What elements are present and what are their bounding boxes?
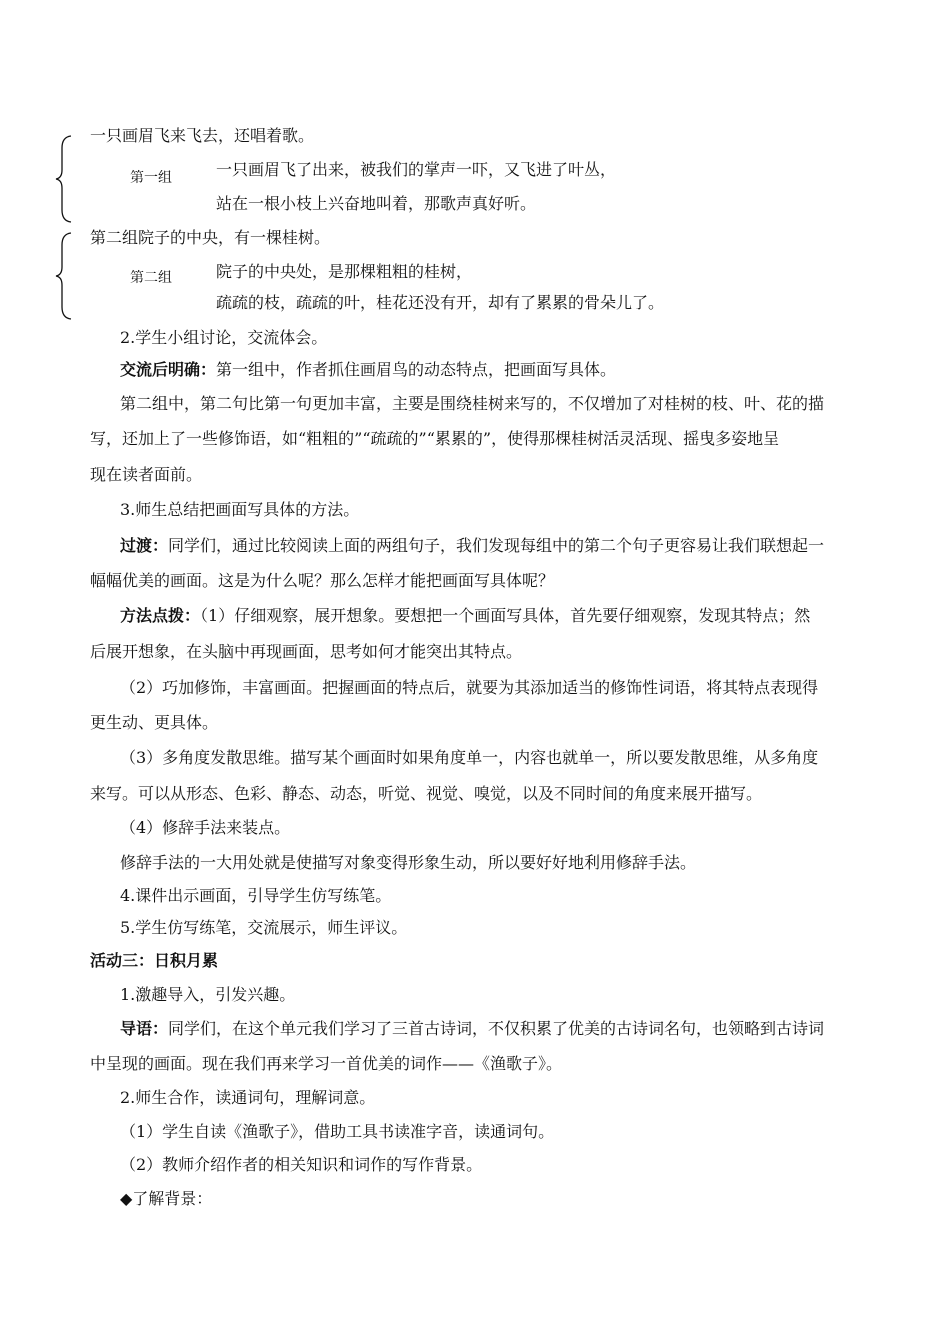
method-2-line-1: （2）巧加修饰，丰富画面。把握画面的特点后，就要为其添加适当的修饰性词语，将其特点表现得 <box>120 678 819 697</box>
clarify-paragraph <box>120 360 616 380</box>
group-2-sentence-b-line-1: 院子的中央处，是那棵粗粗的桂树， <box>216 262 473 281</box>
step-4: 4.课件出示画面，引导学生仿写练笔。 <box>120 886 392 905</box>
method-4: （4）修辞手法来装点。 <box>120 818 291 837</box>
method-2-line-2: 更生动、更具体。 <box>90 713 219 732</box>
group-1-sentence-b-line-2: 站在一根小枝上兴奋地叫着，那歌声真好听。 <box>216 194 537 213</box>
method-paragraph-line-1 <box>120 606 810 626</box>
left-brace-group-1 <box>54 134 74 224</box>
group-2-label: 第二组 <box>130 270 172 286</box>
method-3-line-1: （3）多角度发散思维。描写某个画面时如果角度单一，内容也就单一，所以要发散思维，从多角度 <box>120 748 819 767</box>
group-1-sentence-b-line-1: 一只画眉飞了出来，被我们的掌声一吓，又飞进了叶丛， <box>216 160 617 179</box>
group-1-label: 第一组 <box>130 170 172 186</box>
step-5: 5.学生仿写练笔，交流展示，师生评议。 <box>120 918 408 937</box>
second-group-analysis-line-1: 第二组中，第二句比第一句更加丰富，主要是围绕桂树来写的，不仅增加了对桂树的枝、叶、花的描 <box>120 394 825 413</box>
group-2-sentence-a: 第二组院子的中央，有一棵桂树。 <box>90 228 331 247</box>
second-group-analysis-line-3: 现在读者面前。 <box>90 465 203 484</box>
activity-3-step-1: 1.激趣导入，引发兴趣。 <box>120 985 296 1004</box>
clarify-label: 交流后明确： <box>120 360 217 379</box>
background-bullet: ◆了解背景： <box>120 1189 213 1208</box>
intro-paragraph-line-2: 中呈现的画面。现在我们再来学习一首优美的词作——《渔歌子》。 <box>90 1054 563 1073</box>
left-brace-group-2 <box>54 231 74 321</box>
step-2-discuss: 2.学生小组讨论，交流体会。 <box>120 328 328 347</box>
method-4-text: 修辞手法的一大用处就是使描写对象变得形象生动，所以要好好地利用修辞手法。 <box>120 853 697 872</box>
step-3-summary: 3.师生总结把画面写具体的方法。 <box>120 500 360 519</box>
clarify-text: 第一组中，作者抓住画眉鸟的动态特点，把画面写具体。 <box>216 360 617 379</box>
method-paragraph-line-2: 后展开想象，在头脑中再现画面，思考如何才能突出其特点。 <box>90 642 523 661</box>
intro-label: 导语： <box>120 1019 169 1038</box>
intro-text: 同学们，在这个单元我们学习了三首古诗词，不仅积累了优美的古诗词名句，也领略到古诗词 <box>168 1019 825 1038</box>
transition-label: 过渡： <box>120 536 169 555</box>
activity-3-step-2-sub-2: （2）教师介绍作者的相关知识和词作的写作背景。 <box>120 1155 483 1174</box>
method-3-line-2: 来写。可以从形态、色彩、静态、动态，听觉、视觉、嗅觉，以及不同时间的角度来展开描写。 <box>90 784 763 803</box>
second-group-analysis-line-2: 写，还加上了一些修饰语，如“粗粗的”“疏疏的”“累累的”，使得那棵桂树活灵活现、摇曳多姿地呈 <box>90 429 780 448</box>
intro-paragraph-line-1 <box>120 1019 824 1039</box>
method-text: （1）仔细观察，展开想象。要想把一个画面写具体，首先要仔细观察，发现其特点；然 <box>200 606 811 625</box>
activity-3-step-2: 2.师生合作，读通词句，理解词意。 <box>120 1088 376 1107</box>
transition-text: 同学们，通过比较阅读上面的两组句子，我们发现每组中的第二个句子更容易让我们联想起一 <box>168 536 825 555</box>
activity-3-heading: 活动三：日积月累 <box>90 951 219 970</box>
method-label: 方法点拨： <box>120 606 201 625</box>
group-2-sentence-b-line-2: 疏疏的枝，疏疏的叶，桂花还没有开，却有了累累的骨朵儿了。 <box>216 293 665 312</box>
transition-paragraph-line-1 <box>120 536 824 556</box>
activity-3-step-2-sub-1: （1）学生自读《渔歌子》，借助工具书读准字音，读通词句。 <box>120 1122 555 1141</box>
transition-paragraph-line-2: 幅幅优美的画面。这是为什么呢？那么怎样才能把画面写具体呢？ <box>90 571 555 590</box>
group-1-sentence-a: 一只画眉飞来飞去，还唱着歌。 <box>90 126 315 145</box>
